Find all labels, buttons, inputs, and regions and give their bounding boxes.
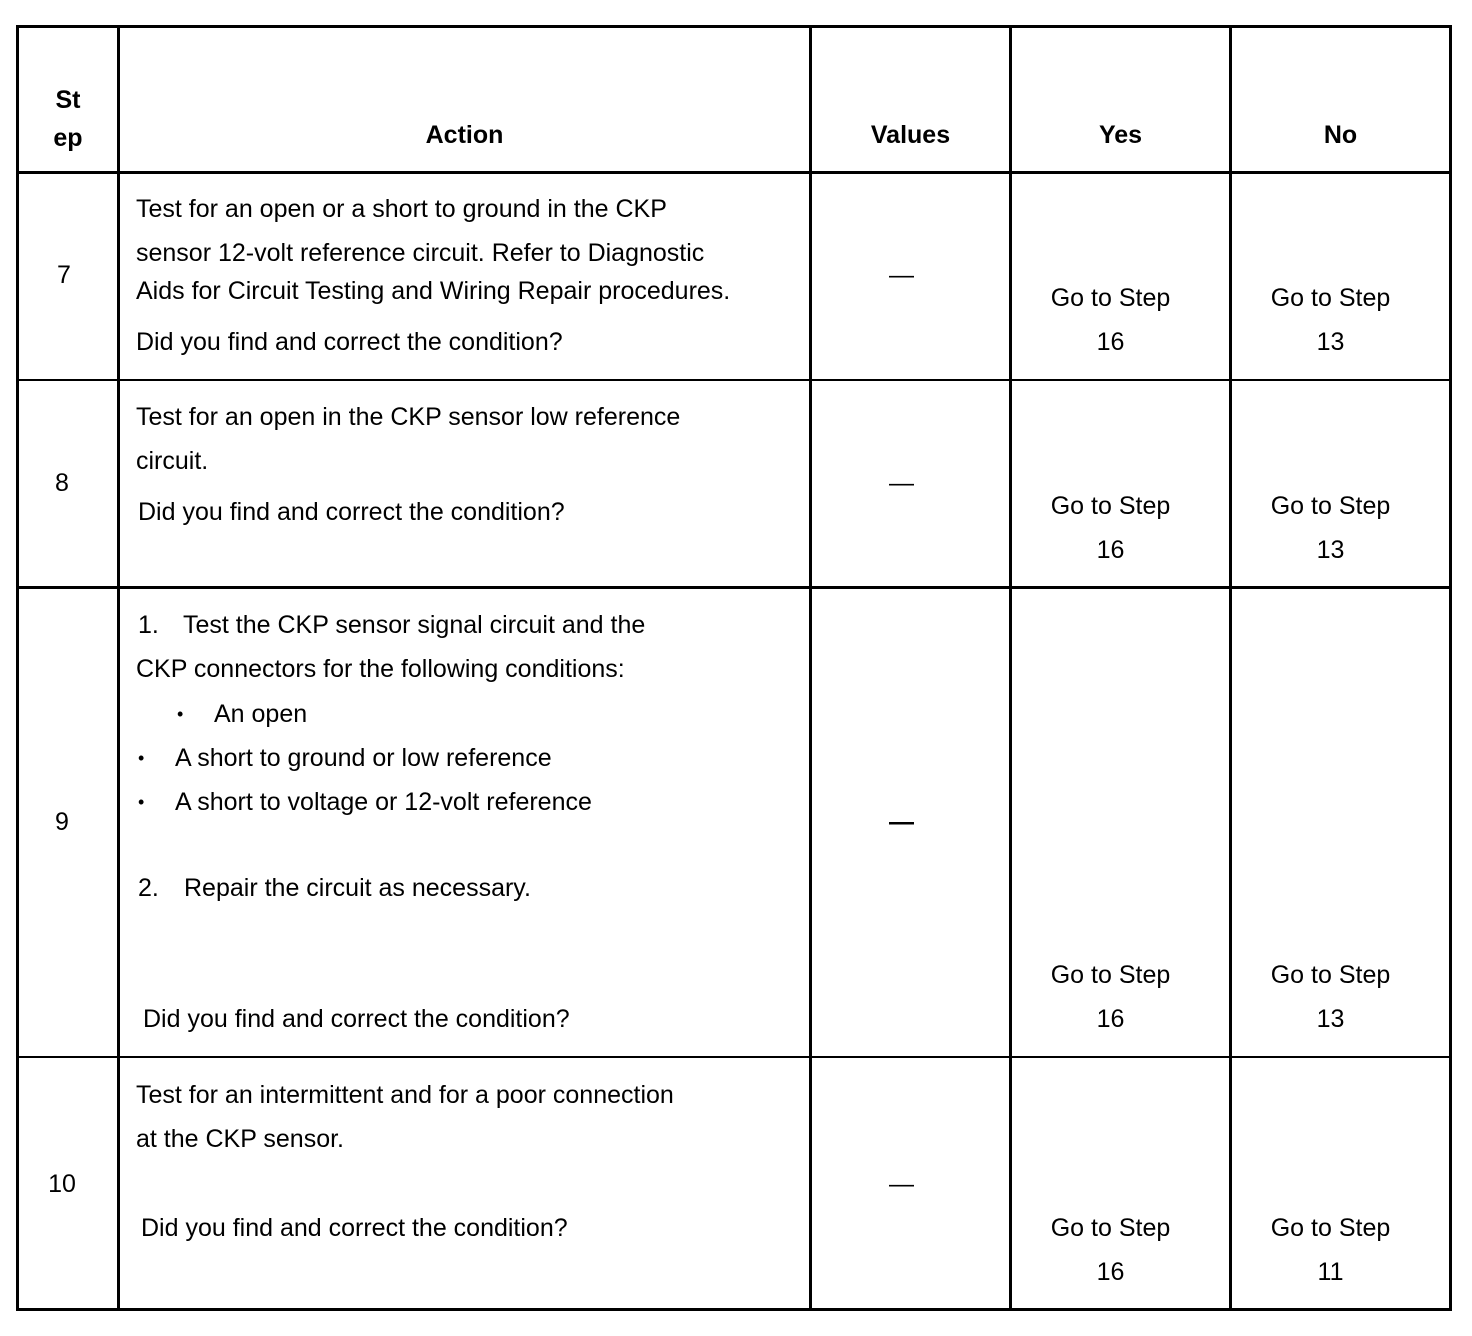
action-line: sensor 12-volt reference circuit. Refer to Diagnostic <box>136 239 705 267</box>
numbered-item <box>136 866 796 997</box>
numbered-item <box>136 603 796 647</box>
header-action: Action <box>425 121 504 149</box>
bullet-glyph: • <box>138 792 145 812</box>
action-line: Test for an intermittent and for a poor connection <box>136 1081 674 1109</box>
values-cell: — <box>889 808 914 836</box>
bullet-item <box>136 692 796 736</box>
go-to-step-number: 13 <box>1316 328 1345 356</box>
action-line: Test for an open in the CKP sensor low reference <box>136 403 681 431</box>
bullet-text: A short to voltage or 12-volt reference <box>175 788 592 816</box>
go-to-step-number: 11 <box>1317 1258 1344 1286</box>
header-step-line1: St <box>55 86 81 114</box>
yes-cell <box>1012 484 1209 572</box>
step-number: 10 <box>48 1170 76 1198</box>
action-text <box>136 1073 674 1250</box>
go-to-step-label: Go to Step <box>1270 1214 1391 1242</box>
row-divider <box>16 1056 1452 1058</box>
yes-cell <box>1012 276 1209 364</box>
go-to-step-label: Go to Step <box>1270 961 1391 989</box>
header-divider <box>16 171 1452 174</box>
bullet-text: A short to ground or low reference <box>175 744 552 772</box>
table-border-right <box>1449 25 1452 1311</box>
go-to-step-number: 16 <box>1096 1258 1125 1286</box>
action-question: Did you find and correct the condition? <box>143 1005 570 1033</box>
yes-cell <box>1012 953 1209 1041</box>
go-to-step-number: 13 <box>1316 536 1345 564</box>
header-step-line2: ep <box>53 124 83 152</box>
column-divider <box>809 25 812 1311</box>
bullet-glyph: • <box>177 704 184 724</box>
column-divider <box>117 25 120 1311</box>
action-text <box>136 187 730 364</box>
step-number: 8 <box>55 469 69 497</box>
bullet-text: An open <box>214 700 308 728</box>
bullet-glyph: • <box>138 748 145 768</box>
column-divider <box>1229 25 1232 1311</box>
item-text: CKP connectors for the following conditions: <box>136 655 625 683</box>
go-to-step-label: Go to Step <box>1270 284 1391 312</box>
step-number: 7 <box>57 261 71 289</box>
go-to-step-number: 16 <box>1096 536 1125 564</box>
step-number: 9 <box>55 808 69 836</box>
no-cell <box>1232 1206 1429 1294</box>
no-cell <box>1232 953 1429 1041</box>
header-values: Values <box>870 121 951 149</box>
bullet-item <box>136 736 796 780</box>
go-to-step-label: Go to Step <box>1050 492 1171 520</box>
action-line: Did you find and correct the condition? <box>141 1214 568 1242</box>
diagnostic-table <box>16 25 1452 1311</box>
action-line: Did you find and correct the condition? <box>136 328 563 356</box>
go-to-step-number: 16 <box>1096 1005 1125 1033</box>
action-text <box>136 395 680 534</box>
item-number: 1. <box>138 611 159 639</box>
action-line: Aids for Circuit Testing and Wiring Repair procedures. <box>136 277 731 305</box>
table-border-bottom <box>16 1308 1452 1311</box>
item-number: 2. <box>138 874 159 902</box>
row-divider <box>16 586 1452 589</box>
bullet-item <box>136 780 796 866</box>
row-divider <box>16 379 1452 381</box>
table-border-left <box>16 25 19 1311</box>
values-cell: — <box>889 469 914 497</box>
header-step <box>19 81 117 157</box>
column-divider <box>1009 25 1012 1311</box>
values-cell: — <box>889 1170 914 1198</box>
action-line: Did you find and correct the condition? <box>138 498 565 526</box>
go-to-step-label: Go to Step <box>1050 284 1171 312</box>
action-line: at the CKP sensor. <box>136 1125 344 1153</box>
values-cell: — <box>889 261 914 289</box>
go-to-step-label: Go to Step <box>1270 492 1391 520</box>
action-line: Test for an open or a short to ground in the CKP <box>136 195 667 223</box>
item-text: Test the CKP sensor signal circuit and the <box>183 611 646 639</box>
table-border-top <box>16 25 1452 28</box>
action-line: circuit. <box>136 447 209 475</box>
action-text <box>136 603 796 1041</box>
header-yes: Yes <box>1098 121 1143 149</box>
go-to-step-label: Go to Step <box>1050 1214 1171 1242</box>
go-to-step-label: Go to Step <box>1050 961 1171 989</box>
header-no: No <box>1323 121 1358 149</box>
no-cell <box>1232 276 1429 364</box>
go-to-step-number: 16 <box>1096 328 1125 356</box>
item-text: Repair the circuit as necessary. <box>184 874 531 902</box>
go-to-step-number: 13 <box>1316 1005 1345 1033</box>
no-cell <box>1232 484 1429 572</box>
yes-cell <box>1012 1206 1209 1294</box>
